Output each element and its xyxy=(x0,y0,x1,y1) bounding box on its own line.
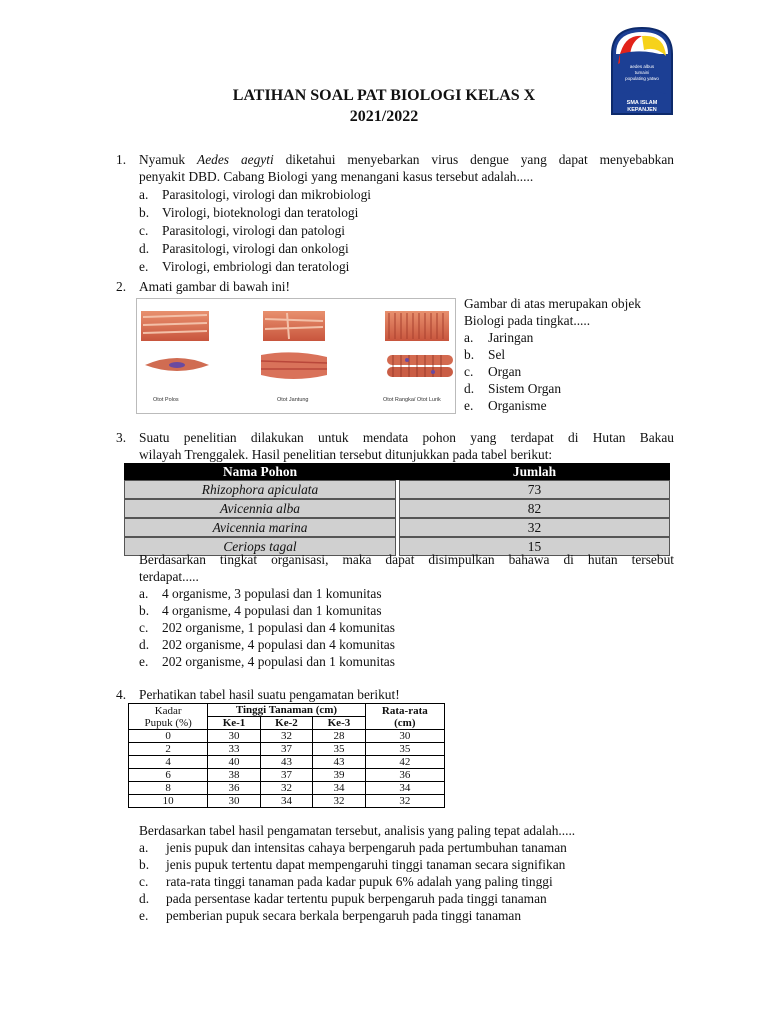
table-row xyxy=(129,769,445,782)
q4-option-text: rata-rata tinggi tanaman pada kadar pupuk 6% adalah yang paling tinggi xyxy=(166,874,553,889)
table-cell: 32 xyxy=(260,730,312,743)
header-count: Jumlah xyxy=(399,463,670,480)
table-cell: 35 xyxy=(313,743,365,756)
header-tree-name: Nama Pohon xyxy=(124,463,396,480)
q4-option-letter: d. xyxy=(139,891,150,906)
q3-option-letter: a. xyxy=(139,586,149,601)
table-cell: 2 xyxy=(129,743,208,756)
q1-option-text: Parasitologi, virologi dan mikrobiologi xyxy=(162,187,372,202)
table-cell: 32 xyxy=(260,782,312,795)
q1-species: Aedes aegyti xyxy=(197,152,274,167)
q2-option-text: Sel xyxy=(488,347,506,362)
q3-option-letter: d. xyxy=(139,637,150,652)
header-tinggi: Tinggi Tanaman (cm) xyxy=(208,704,365,717)
q3-text-line2: wilayah Trenggalek. Hasil penelitian tersebut ditunjukkan pada tabel berikut: xyxy=(139,447,553,462)
q4-option-text: pada persentase kadar tertentu pupuk berpengaruh pada tinggi tanaman xyxy=(166,891,547,906)
logo-motto-1: aedes albus xyxy=(629,64,655,69)
table-cell: 0 xyxy=(129,730,208,743)
header-rata: Rata-rata (cm) xyxy=(365,704,444,730)
q1-option-letter: a. xyxy=(139,187,149,202)
q1-option-letter: b. xyxy=(139,205,150,220)
tree-name-cell: Avicennia marina xyxy=(124,518,396,537)
table-cell: 35 xyxy=(365,743,444,756)
q4-option-text: jenis pupuk tertentu dapat mempengaruhi tinggi tanaman secara signifikan xyxy=(166,857,566,872)
q2-option-letter: e. xyxy=(464,398,474,413)
table-cell: 38 xyxy=(208,769,260,782)
tree-name-cell: Avicennia alba xyxy=(124,499,396,518)
q1-option-letter: e. xyxy=(139,259,149,274)
tree-count-cell: 15 xyxy=(399,537,670,556)
logo-motto-2: tumaini xyxy=(634,70,650,75)
q3-number: 3. xyxy=(116,430,127,445)
q2-text: Amati gambar di bawah ini! xyxy=(139,279,290,294)
table-cell: 33 xyxy=(208,743,260,756)
table-cell: 42 xyxy=(365,756,444,769)
logo-school-name: SMA ISLAM xyxy=(626,100,658,106)
q2-option-text: Organ xyxy=(488,364,522,379)
q2-option-letter: c. xyxy=(464,364,474,379)
table-cell: 30 xyxy=(208,795,260,808)
q1-option-text: Parasitologi, virologi dan onkologi xyxy=(162,241,349,256)
header-kadar: Kadar Pupuk (%) xyxy=(129,704,208,730)
tree-name-cell: Ceriops tagal xyxy=(124,537,396,556)
tree-count-cell: 82 xyxy=(399,499,670,518)
q2-option-text: Jaringan xyxy=(488,330,534,345)
q4-option-letter: e. xyxy=(139,908,149,923)
label-smooth-muscle: Otot Polos xyxy=(153,397,179,403)
table-cell: 34 xyxy=(313,782,365,795)
table-row xyxy=(129,743,445,756)
table-cell: 34 xyxy=(365,782,444,795)
q1-option-text: Virologi, embriologi dan teratologi xyxy=(162,259,350,274)
table-cell: 37 xyxy=(260,769,312,782)
table-row xyxy=(129,782,445,795)
table-cell: 34 xyxy=(260,795,312,808)
skeletal-muscle-fiber xyxy=(387,355,453,365)
tree-count-cell: 32 xyxy=(399,518,670,537)
table-cell: 32 xyxy=(313,795,365,808)
q4-option-text: jenis pupuk dan intensitas cahaya berpengaruh pada pertumbuhan tanaman xyxy=(166,840,567,855)
q2-option-text: Organisme xyxy=(488,398,547,413)
table-cell: 30 xyxy=(208,730,260,743)
q1-option-letter: c. xyxy=(139,223,149,238)
fertilizer-table xyxy=(128,703,445,808)
table-row xyxy=(124,480,670,499)
table-row xyxy=(129,730,445,743)
q4-text: Perhatikan tabel hasil suatu pengamatan berikut! xyxy=(139,687,400,702)
table-cell: 43 xyxy=(260,756,312,769)
muscle-tissue-image xyxy=(136,298,456,414)
page-title: LATIHAN SOAL PAT BIOLOGI KELAS X xyxy=(232,87,536,104)
table-cell: 28 xyxy=(313,730,365,743)
label-skeletal-muscle: Otot Rangka/ Otot Lurik xyxy=(383,397,441,403)
tree-count-cell: 73 xyxy=(399,480,670,499)
q3-after-text-1: Berdasarkan tingkat organisasi, maka dapat disimpulkan bahawa di hutan tersebut xyxy=(139,552,674,567)
table-cell: 32 xyxy=(365,795,444,808)
q2-number: 2. xyxy=(116,279,127,294)
tree-name-cell: Rhizophora apiculata xyxy=(124,480,396,499)
q4-option-text: pemberian pupuk secara berkala berpengaruh pada tinggi tanaman xyxy=(166,908,522,923)
q4-after-text: Berdasarkan tabel hasil pengamatan tersebut, analisis yang paling tepat adalah..... xyxy=(139,823,576,838)
q3-option-text: 202 organisme, 1 populasi dan 4 komunitas xyxy=(162,620,395,635)
table-row xyxy=(129,795,445,808)
q1-option-text: Virologi, bioteknologi dan teratologi xyxy=(162,205,359,220)
table-cell: 30 xyxy=(365,730,444,743)
q3-option-text: 202 organisme, 4 populasi dan 1 komunitas xyxy=(162,654,395,669)
q3-after-text-2: terdapat..... xyxy=(139,569,199,584)
q1-text-line2: penyakit DBD. Cabang Biologi yang menangani kasus tersebut adalah..... xyxy=(139,169,534,184)
q1-option-letter: d. xyxy=(139,241,150,256)
q3-option-letter: b. xyxy=(139,603,150,618)
q3-option-text: 202 organisme, 4 populasi dan 4 komunitas xyxy=(162,637,395,652)
q1-number: 1. xyxy=(116,152,127,167)
table-cell: 40 xyxy=(208,756,260,769)
q2-side-text-2: Biologi pada tingkat..... xyxy=(464,313,591,328)
q3-option-text: 4 organisme, 3 populasi dan 1 komunitas xyxy=(162,586,382,601)
q2-option-letter: a. xyxy=(464,330,474,345)
q2-option-text: Sistem Organ xyxy=(488,381,562,396)
cardiac-muscle-micrograph xyxy=(263,311,325,341)
q3-option-letter: c. xyxy=(139,620,149,635)
q3-text-line1: Suatu penelitian dilakukan untuk mendata pohon yang terdapat di Hutan Bakau xyxy=(139,430,674,445)
table-row xyxy=(124,518,670,537)
q3-option-letter: e. xyxy=(139,654,149,669)
logo-school-city: KEPANJEN xyxy=(627,107,657,113)
table-cell: 8 xyxy=(129,782,208,795)
logo-motto-3: populating yatwo xyxy=(625,76,659,81)
q2-option-letter: d. xyxy=(464,381,475,396)
table-cell: 43 xyxy=(313,756,365,769)
header-ke-1: Ke-1 xyxy=(208,717,260,730)
header-ke-2: Ke-2 xyxy=(260,717,312,730)
table-cell: 10 xyxy=(129,795,208,808)
q3-option-text: 4 organisme, 4 populasi dan 1 komunitas xyxy=(162,603,382,618)
q4-option-letter: a. xyxy=(139,840,149,855)
tree-count-table xyxy=(124,463,670,556)
table-cell: 39 xyxy=(313,769,365,782)
table-cell: 37 xyxy=(260,743,312,756)
q4-option-letter: c. xyxy=(139,874,149,889)
label-cardiac-muscle: Otot Jantung xyxy=(277,397,309,403)
table-row xyxy=(124,499,670,518)
q4-number: 4. xyxy=(116,687,127,702)
cardiac-muscle-cells xyxy=(261,352,327,379)
q2-option-letter: b. xyxy=(464,347,475,362)
table-cell: 36 xyxy=(208,782,260,795)
table-cell: 4 xyxy=(129,756,208,769)
table-cell: 6 xyxy=(129,769,208,782)
q2-side-text-1: Gambar di atas merupakan objek xyxy=(464,296,641,311)
q1-option-text: Parasitologi, virologi dan patologi xyxy=(162,223,345,238)
table-header-row xyxy=(124,463,670,480)
header-ke-3: Ke-3 xyxy=(313,717,365,730)
table-cell: 36 xyxy=(365,769,444,782)
page-year: 2021/2022 xyxy=(349,108,419,125)
table-row xyxy=(129,756,445,769)
q1-text: Nyamuk Aedes aegyti diketahui menyebarkan virus dengue yang dapat menyebabkan xyxy=(139,152,674,167)
q4-option-letter: b. xyxy=(139,857,150,872)
